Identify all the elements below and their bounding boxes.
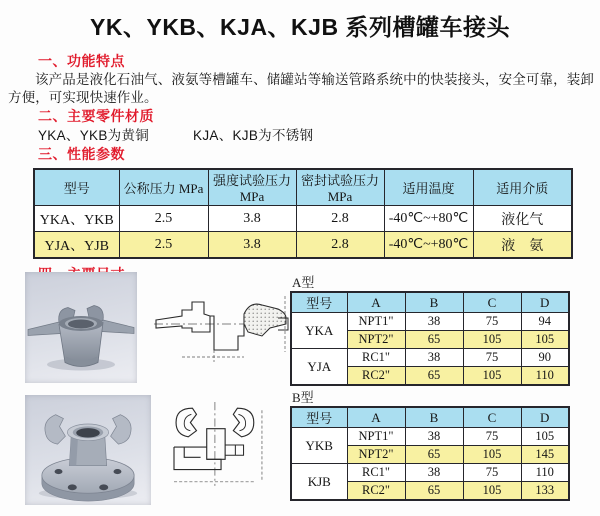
cell-value: 110	[521, 464, 569, 482]
cell-value: 65	[405, 331, 463, 349]
cell-value: 105	[521, 428, 569, 446]
performance-table	[33, 168, 573, 259]
cell-model: YKA	[291, 313, 347, 349]
materials-item-stainless: KJA、KJB为不锈钢	[193, 128, 314, 143]
cell-value: 65	[405, 367, 463, 386]
coupling-photo-type-a	[25, 272, 137, 383]
col-header-a: A	[347, 292, 405, 313]
cell-model: YJA、YJB	[34, 232, 119, 259]
cell-value: NPT1"	[347, 428, 405, 446]
materials-item-brass: YKA、YKB为黄铜	[38, 128, 150, 143]
cell-value: RC1"	[347, 464, 405, 482]
cell-model: YKB	[291, 428, 347, 464]
coupling-photo-a-graphic	[25, 272, 137, 383]
performance-header-row	[34, 169, 572, 206]
cell-value: 液化气	[473, 206, 572, 232]
cell-model: YKA、YKB	[34, 206, 119, 232]
cell-value: 105	[521, 331, 569, 349]
cell-model: YJA	[291, 349, 347, 386]
cell-model: KJB	[291, 464, 347, 501]
cell-value: 94	[521, 313, 569, 331]
col-header-d: D	[521, 292, 569, 313]
dim-row	[291, 313, 569, 331]
cell-value: 65	[405, 482, 463, 501]
cell-value: NPT2"	[347, 446, 405, 464]
col-header-seal-test-pressure: 密封试验压力MPa	[296, 169, 384, 206]
col-header-model: 型号	[291, 292, 347, 313]
cell-value: RC2"	[347, 482, 405, 501]
cell-value: 90	[521, 349, 569, 367]
cell-value: 38	[405, 349, 463, 367]
cell-value: 105	[463, 367, 521, 386]
performance-row-yja-yjb	[34, 232, 572, 259]
dim-block-b	[290, 391, 572, 501]
cell-value: RC1"	[347, 349, 405, 367]
col-header-b: B	[405, 407, 463, 428]
cell-value: 145	[521, 446, 569, 464]
cell-value: 38	[405, 313, 463, 331]
dim-row	[291, 464, 569, 482]
cell-value: 38	[405, 428, 463, 446]
col-header-strength-test-pressure: 强度试验压力MPa	[208, 169, 296, 206]
dim-table-b-label: B型	[292, 390, 314, 405]
coupling-drawing-a-graphic	[152, 284, 292, 366]
cell-value: 2.5	[119, 232, 208, 259]
col-header-model: 型号	[34, 169, 119, 206]
cell-value: 105	[463, 331, 521, 349]
dim-block-a	[290, 276, 572, 386]
cell-value: 38	[405, 464, 463, 482]
section-heading-features: 一、功能特点	[38, 53, 125, 69]
cell-value: 110	[521, 367, 569, 386]
cell-value: 2.5	[119, 206, 208, 232]
col-header-c: C	[463, 407, 521, 428]
dim-table-b	[290, 406, 570, 501]
section-heading-materials: 二、主要零件材质	[38, 108, 154, 124]
cell-value: NPT1"	[347, 313, 405, 331]
flanged-coupling-photo-type-b	[25, 395, 151, 505]
features-paragraph: 该产品是液化石油气、液氨等槽罐车、储罐站等输送管路系统中的快装接头，安全可靠，装卸方便，可实现快速作业。	[8, 72, 594, 105]
col-header-medium: 适用介质	[473, 169, 572, 206]
dim-table-a	[290, 291, 570, 386]
coupling-photo-b-graphic	[25, 395, 151, 505]
page-title: YK、YKB、KJA、KJB 系列槽罐车接头	[90, 14, 510, 40]
cell-value: 133	[521, 482, 569, 501]
cell-value: 2.8	[296, 232, 384, 259]
cell-value: 75	[463, 349, 521, 367]
dim-row	[291, 349, 569, 367]
cell-value: NPT2"	[347, 331, 405, 349]
coupling-drawing-b-graphic	[160, 400, 278, 490]
flanged-coupling-section-drawing-type-b	[160, 400, 278, 490]
cell-value: 3.8	[208, 232, 296, 259]
cell-value: RC2"	[347, 367, 405, 386]
col-header-d: D	[521, 407, 569, 428]
dim-a-header-row	[291, 292, 569, 313]
cell-value: -40℃~+80℃	[384, 232, 473, 259]
col-header-nominal-pressure: 公称压力 MPa	[119, 169, 208, 206]
coupling-section-drawing-type-a	[152, 284, 292, 366]
cell-value: 2.8	[296, 206, 384, 232]
col-header-a: A	[347, 407, 405, 428]
col-header-model: 型号	[291, 407, 347, 428]
col-header-b: B	[405, 292, 463, 313]
section-heading-performance: 三、性能参数	[38, 146, 125, 162]
performance-row-yka-ykb	[34, 206, 572, 232]
cell-value: -40℃~+80℃	[384, 206, 473, 232]
col-header-c: C	[463, 292, 521, 313]
cell-value: 75	[463, 428, 521, 446]
cell-value: 65	[405, 446, 463, 464]
materials-line	[38, 127, 600, 144]
dim-row	[291, 428, 569, 446]
cell-value: 75	[463, 313, 521, 331]
cell-value: 105	[463, 446, 521, 464]
cell-value: 105	[463, 482, 521, 501]
cell-value: 75	[463, 464, 521, 482]
dim-table-a-label: A型	[292, 275, 315, 290]
cell-value: 3.8	[208, 206, 296, 232]
cell-value: 液 氨	[473, 232, 572, 259]
col-header-temperature: 适用温度	[384, 169, 473, 206]
dim-b-header-row	[291, 407, 569, 428]
